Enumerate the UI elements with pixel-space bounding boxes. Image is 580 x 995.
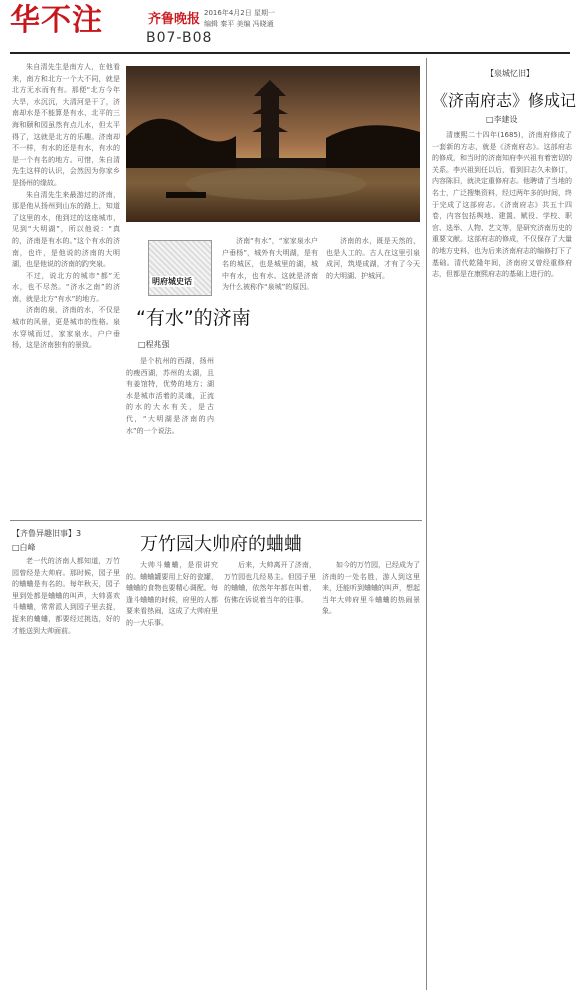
article2-paragraph: 清康熙二十四年(1685)，济南府修成了一套新的方志，就是《济南府志》。这部府志的修成，和当时的济南知府李兴祖有着密切的关系。李兴祖到任以后，看到旧志久未修订，内容陈旧，就决定重修府志。他聘请了当地的名士，广泛搜集资料，经过两年多的时间，终于完成了这部府志。《济南府志》共五十四卷，内容包括舆地、建置、赋役、学校、职官、选举、人物、艺文等，是研究济南历史的重要文献。这部府志的修成，不仅保存了大量的地方史料，也为后来济南府志的编修打下了基础。清代乾隆年间，济南府又曾经重修府志，但都是在康熙府志的基础上进行的。: [432, 131, 572, 279]
article1-paragraph: 济南“有水”，“家家泉水户户垂杨”，城外有大明湖，是有名的城区，也是城里的湖，城中有水，也有水。这就是济南为什么被称作“泉城”的原因。: [222, 237, 318, 292]
masthead-rule: [10, 52, 570, 54]
article1-paragraph: 朱自清先生来最游过的济南，那是他从扬州到山东的路上，知道了这里的水，他到过的这座城市，见到“大明湖”，所以他说：“真的，济南是有水的。”这个有水的济南，也许，是他说的济南的大明湖，也是他说的济南的趵突泉。: [12, 190, 120, 269]
page-range: B07-B08: [146, 30, 213, 46]
article1-column-2: [126, 356, 214, 516]
section-title: 华不注: [10, 3, 103, 38]
article3-column-3: [224, 560, 316, 990]
column-seal-image: [148, 240, 212, 296]
article3-column-4: [322, 560, 420, 990]
article1-paragraph: 济南的泉，济南的水，不仅是城市的风景，更是城市的性格。泉水穿城而过，家家泉水，户户垂杨，这是济南独有的景致。: [12, 306, 120, 350]
article3-column-2: [126, 560, 218, 990]
column-divider: [426, 58, 427, 990]
article2-tag: 【泉城忆旧】: [486, 69, 534, 78]
article1-paragraph: 不过，说北方的城市“都”无水，也不尽然。“济水之南”的济南，就是北方“有水”的地方。: [12, 271, 120, 303]
article1-column-3: [222, 236, 318, 516]
article1-paragraph: 是个杭州的西湖，扬州的瘦西湖，苏州的太湖，且有姜馆特，优势的地方；湖水是城市活着的灵魂，正流的水的大水有关，是古代，“大明湖是济南的内水”的一个说法。: [126, 357, 214, 435]
article1-column-1: [12, 62, 120, 516]
article3-column-1: [12, 556, 120, 990]
newspaper-name: 齐鲁晚报: [148, 12, 201, 27]
article2-body: [432, 130, 572, 990]
section-divider: [10, 520, 422, 521]
column-label: 明府城史话: [152, 277, 192, 286]
issue-date: 2016年4月2日 星期一: [204, 9, 275, 17]
article2-byline: □李建设: [486, 115, 518, 124]
article3-paragraph: 大帅斗蛐蛐，是很讲究的。蛐蛐罐要用上好的瓷罐，蛐蛐的食物也要精心调配。每逢斗蛐蛐的时候，府里的人都要来看热闹，这成了大帅府里的一大乐事。: [126, 561, 218, 627]
article3-byline: □白峰: [12, 543, 36, 552]
article1-byline: □程兆强: [138, 340, 170, 349]
article1-paragraph: 朱自清先生是南方人，在他看来，南方和北方一个大不同，就是北方无水而有有。那便“北方今年大旱，水沉沉，大清河是干了，济南却水是不能算是有水，北平的三海和颐和园虽然有点儿水，但太平得了，这就是北方的乐趣。济南却不一样，有水的还是有水，有水的是一个有名的地方。可惜，朱自清先生这样的认识，会然因为你家乡是扬州的缘故。: [12, 63, 120, 187]
editor-credit: 编辑 秦平 美编 冯晓通: [204, 20, 274, 28]
article1-headline: “有水”的济南: [136, 307, 251, 329]
article3-paragraph: 如今的万竹园，已经成为了济南的一处名胜，游人到这里来，还能听到蛐蛐的叫声，想起当年大帅府里斗蛐蛐的热闹景象。: [322, 561, 420, 616]
article2-headline: 《济南府志》修成记: [432, 91, 577, 110]
article1-column-4: [326, 236, 420, 516]
article3-paragraph: 老一代的济南人都知道，万竹园曾经是大帅府。那时候，园子里的蛐蛐是有名的。每年秋天，园子里到处都是蛐蛐的叫声，大帅喜欢斗蛐蛐，常常派人到园子里去捉，捉来的蛐蛐，都要经过挑选，好的才能送到大帅面前。: [12, 557, 120, 635]
article3-headline: 万竹园大帅府的蛐蛐: [140, 534, 302, 555]
pagoda-sunset-photo: [126, 66, 420, 222]
article3-paragraph: 后来，大帅离开了济南，万竹园也几经易主。但园子里的蛐蛐，依然年年都在叫着，仿佛在诉说着当年的往事。: [224, 561, 316, 604]
article3-tag: 【齐鲁异趣旧事】3: [12, 529, 82, 538]
article1-paragraph: 济南的水，既是天然的，也是人工的。古人在这里引泉成河，筑堤成湖，才有了今天的大明湖、护城河。: [326, 237, 420, 280]
